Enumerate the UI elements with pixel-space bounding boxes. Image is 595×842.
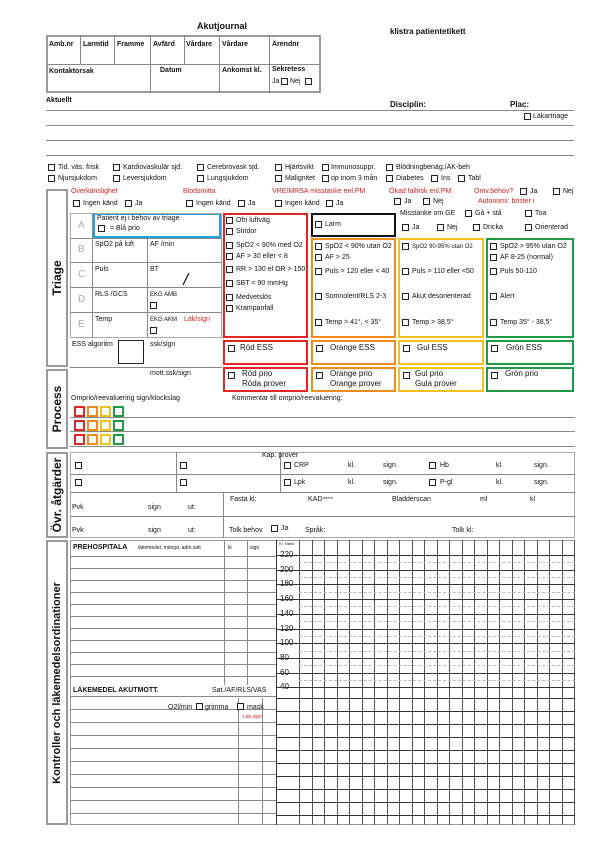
toa-label: Toa [535,210,547,217]
red-af-checkbox[interactable] [226,253,233,260]
green-ess-label: Grön ESS [506,343,543,352]
o2-label: O2l/min [168,704,193,711]
crp-label: CRP [294,462,309,469]
red-prio-label: Röd prio [242,369,273,378]
ins-label: Ins [441,175,451,182]
scale-tick-label: 80 [280,652,289,662]
red-prover-label: Röda prover [242,379,287,388]
akut-desorienterad-label: Akut desorienterad [412,293,471,300]
bladderscan-ml-label: ml [480,496,488,503]
prio-square[interactable] [113,434,124,445]
pvk1-sign-label: sign [148,504,161,511]
vre-ingen-checkbox[interactable] [275,200,282,207]
orienterad-label: Orienterad [535,224,569,231]
grimma-checkbox[interactable] [196,703,203,710]
red-af-label: AF > 30 eller < 8 [236,253,288,260]
orange-prover-label: Orange prover [330,379,382,388]
omv-ja-label: Ja [530,188,538,195]
diabetes-checkbox[interactable] [386,175,393,182]
krampanfall-checkbox[interactable] [226,305,233,312]
ge-ja-label: Ja [412,224,420,231]
medvetslos-label: Medvetslös [236,294,272,301]
sekretess-nej-label: Nej [290,78,301,85]
lakartriage-checkbox[interactable] [524,113,531,120]
prio-square[interactable] [100,420,111,431]
cerebrovask-label: Cerebrovask sjd. [207,164,260,171]
vre-ja-checkbox[interactable] [326,200,333,207]
orange-spo2-label: SpO2 < 90% utan O2 [325,243,392,250]
hb-kl-label: kl. [496,462,503,469]
bladderscan-kl-label: kl [530,496,536,503]
yellow-temp-label: Temp > 38,5° [412,319,454,326]
ga-sta-label: Gå + stå [475,210,502,217]
akut-desorienterad-checkbox[interactable] [402,293,409,300]
immunosuppr-checkbox[interactable] [322,164,329,171]
green-temp-checkbox[interactable] [490,319,497,326]
prio-square[interactable] [100,406,111,417]
letter-b: B [78,244,85,255]
orange-puls-label: Puls > 120 eller < 40 [325,268,390,275]
green-puls-label: Puls 50-110 [500,268,537,275]
bla-prio-label: = Blå prio [110,225,140,232]
yellow-puls-checkbox[interactable] [402,268,409,275]
ekg-amb-checkbox[interactable] [150,302,157,309]
prio-square[interactable] [87,434,98,445]
kommentar-label: Kommentar till omprio/reevaluering: [232,395,343,402]
hb-sign-label: sign. [534,462,549,469]
prio-square[interactable] [113,420,124,431]
op-inom-checkbox[interactable] [322,175,329,182]
bt-label: BT [150,266,159,273]
alert-checkbox[interactable] [490,293,497,300]
ovr-3-checkbox[interactable] [75,479,82,486]
lungsjukdom-label: Lungsjukdom [207,175,249,182]
green-af-label: AF 8-25 (normal) [500,254,553,261]
ess-algoritm-label: ESS algoritm [72,341,113,348]
avfard-label: Avfärd [153,41,175,48]
patient-ej-label: Patient ej i behov av triage [97,215,180,222]
kap-prover-label: Kap. prover [262,452,299,459]
crp-checkbox[interactable] [284,462,291,469]
lak-sign-kontroll-label: Läk.sign [243,714,262,720]
yellow-spo2-label: SpO2 90-95% utan O2 [412,244,473,250]
orienterad-checkbox[interactable] [525,224,532,231]
prehosp-sub-label: läkemedel, mängd, adm.sätt [138,545,201,551]
green-temp-label: Temp 35° - 38,5° [500,319,553,326]
somnolent-checkbox[interactable] [315,293,322,300]
red-sbt-label: SBT < 90 mmHg [236,280,288,287]
overk-ja-checkbox[interactable] [125,200,132,207]
tid-vas-frisk-checkbox[interactable] [48,164,55,171]
prio-square[interactable] [74,420,85,431]
lpk-sign-label: sign. [383,479,398,486]
red-rr-checkbox[interactable] [226,266,233,273]
pgl-kl-label: kl. [496,479,503,486]
puls-label: Puls [95,266,109,273]
bt-slash [180,272,192,286]
sticker-label: klistra patientetikett [390,27,466,36]
omv-nej-label: Nej [563,188,574,195]
blod-ingen-checkbox[interactable] [186,200,193,207]
orange-af-checkbox[interactable] [315,254,322,261]
somnolent-label: Somnolent/RLS 2-3 [325,293,387,300]
leversjukdom-checkbox[interactable] [113,175,120,182]
disciplin-label: Disciplin: [390,100,427,109]
sprak-label: Språk: [305,527,326,534]
pvk2-sign-label: sign [148,527,161,534]
fall-nej-checkbox[interactable] [423,198,430,205]
ofri-luftvag-label: Ofri luftväg [236,217,270,224]
blodningbenag-checkbox[interactable] [386,164,393,171]
fall-ja-label: Ja [404,198,412,205]
pvk2-ut-label: ut: [188,527,196,534]
ankomst-label: Ankomst kl. [222,67,262,74]
letter-e: E [78,319,85,330]
tabl-label: Tabl [468,175,481,182]
red-ess-label: Röd ESS [240,343,273,352]
hb-label: Hb [440,462,449,469]
blod-ja-label: Ja [248,200,256,207]
ge-nej-checkbox[interactable] [437,224,444,231]
stridor-label: Stridor [236,228,257,235]
pgl-sign-label: sign. [534,479,549,486]
ekg-amb-label: EKG AMB [150,292,178,298]
sat-label: Sat./AF/RLS/VAS [212,687,267,694]
mott-ssk-label: mott.ssk/sign [150,370,191,377]
malignitet-label: Malignitet [285,175,315,182]
crp-kl-label: kl. [348,462,355,469]
hjartsvikt-checkbox[interactable] [275,164,282,171]
orange-ess-label: Orange ESS [330,343,375,352]
omv-ja-checkbox[interactable] [520,188,527,195]
prio-square[interactable] [87,406,98,417]
tolk-kl-label: Tolk kl: [452,527,474,534]
prio-square[interactable] [74,434,85,445]
letter-d: D [78,294,86,305]
tolk-ja-checkbox[interactable] [271,525,278,532]
ofri-luftvag-checkbox[interactable] [226,217,233,224]
tolk-ja-label: Ja [281,525,289,532]
lak-sign-label: Läk/sign [184,316,211,323]
spo2-luft-label: SpO2 på luft [95,241,134,248]
red-sbt-checkbox[interactable] [226,280,233,287]
cerebrovask-checkbox[interactable] [197,164,204,171]
ge-nej-label: Nej [447,224,458,231]
letter-c: C [78,269,86,280]
prehosp-sign-label: sign [250,545,260,551]
orange-ess-checkbox[interactable] [316,345,323,352]
kontaktorsak-label: Kontaktorsak [49,68,94,75]
alert-label: Alert [500,293,515,300]
scale-tick-label: 140 [280,608,294,618]
ins-checkbox[interactable] [431,175,438,182]
orange-puls-checkbox[interactable] [315,268,322,275]
process-section-label: Process [46,369,68,449]
arendnr-label: Ärendnr [272,41,300,48]
scale-tick-label: 220 [280,550,294,559]
krampanfall-label: Krampanfall [236,305,274,312]
vardare1-label: Vårdare [186,41,213,48]
lakartriage-label: Läkartriage [533,113,569,120]
hjartsvikt-label: Hjärtsvikt [285,164,314,171]
ess-algoritm-box[interactable] [118,340,144,364]
overkanslighet-label: Överkänslighet [71,188,118,195]
af-min-label: AF /min [150,241,175,248]
green-prio-label: Grön prio [505,369,539,378]
leversjukdom-label: Leversjukdom [123,175,167,182]
aktuellt-label: Aktuellt [46,97,72,104]
orange-prio-checkbox[interactable] [316,372,323,379]
green-prio-checkbox[interactable] [491,372,498,379]
blod-ingen-label: Ingen känd [196,200,231,207]
ovr-4-checkbox[interactable] [180,479,187,486]
orange-temp-checkbox[interactable] [315,319,322,326]
pvk1-ut-label: ut: [188,504,196,511]
orange-spo2-checkbox[interactable] [315,243,322,250]
green-af-checkbox[interactable] [490,254,497,261]
pvk2-label: Pvk [72,527,84,534]
kl-hand-label: Kl: Händ [279,541,295,546]
tabl-checkbox[interactable] [458,175,465,182]
vre-label: VRE/MRSA misstanke enl.PM [272,188,366,195]
temp-label: Temp [95,316,113,323]
dricka-label: Dricka [483,224,503,231]
mask-checkbox[interactable] [237,703,244,710]
misstanke-ge-label: Misstanke om GE [400,210,456,217]
red-ess-checkbox[interactable] [228,345,235,352]
prehosp-kl-label: kl [228,545,232,551]
fall-nej-label: Nej [433,198,444,205]
rls-gcs-label: RLS /GCS [95,291,128,298]
blodningbenag-label: Blödningbenäg./AK-beh [396,164,470,171]
prehosp-label: PREHOSPITALA [73,544,128,551]
letter-a: A [78,220,85,231]
red-spo2-label: SpO2 < 90% med O2 [236,242,303,249]
green-spo2-label: SpO2 > 95% utan O2 [500,243,567,250]
overk-ingen-checkbox[interactable] [73,200,80,207]
prio-square[interactable] [113,406,124,417]
yellow-prio-checkbox[interactable] [403,372,410,379]
datum-label: Datum [160,67,182,74]
crp-sign-label: sign. [383,462,398,469]
scale-tick-label: 180 [280,579,294,589]
blod-ja-checkbox[interactable] [238,200,245,207]
sekretess-nej-checkbox[interactable] [305,78,312,85]
yellow-temp-checkbox[interactable] [402,319,409,326]
plac-label: Plac: [510,100,530,109]
lpk-kl-label: kl. [348,479,355,486]
sekretess-ja-label: Ja [272,78,280,85]
malignitet-checkbox[interactable] [275,175,282,182]
kad-sup-label: ml/ml [323,495,333,500]
amb-nr-label: Amb.nr [49,41,74,48]
prio-square[interactable] [74,406,85,417]
yellow-prover-label: Gula prover [415,379,457,388]
yellow-prio-label: Gul prio [415,369,444,378]
pvk1-label: Pvk [72,504,84,511]
pgl-checkbox[interactable] [429,479,436,486]
yellow-spo2-checkbox[interactable] [402,243,409,250]
ompri-label: Omprio/reevaluering sign/klockslag [71,395,180,402]
mask-label: mask [247,704,264,711]
green-ess-checkbox[interactable] [491,345,498,352]
red-prio-checkbox[interactable] [228,372,235,379]
overk-ingen-label: Ingen känd [83,200,118,207]
green-spo2-checkbox[interactable] [490,243,497,250]
kardiovaskular-checkbox[interactable] [113,164,120,171]
fallrisk-label: Ökad fallrisk enl.PM [389,188,452,195]
immunosuppr-label: Immunosuppr. [331,164,376,171]
ovr-2-checkbox[interactable] [180,462,187,469]
orange-prio-label: Orange prio [330,369,373,378]
larmtid-label: Larmtid [83,41,109,48]
lungsjukdom-checkbox[interactable] [197,175,204,182]
vardare2-label: Vårdare [222,41,249,48]
op-inom-label: op inom 3 mån [331,175,378,182]
grimma-label: grimma [205,704,229,711]
overk-ja-label: Ja [135,200,143,207]
ssk-sign-label: ssk/sign [150,341,176,348]
lpk-label: Lpk [294,479,306,486]
medvetslos-checkbox[interactable] [226,294,233,301]
diabetes-label: Diabetes [396,175,424,182]
omv-nej-checkbox[interactable] [553,188,560,195]
sekretess-label: Sekretess [272,66,306,73]
kad-label: KAD [308,496,323,503]
toa-checkbox[interactable] [525,210,532,217]
sekretess-ja-checkbox[interactable] [281,78,288,85]
dricka-checkbox[interactable] [473,224,480,231]
red-spo2-checkbox[interactable] [226,242,233,249]
bladderscan-label: Bladderscan [392,496,431,503]
ekg-akm-label: EKG AKM [150,317,178,323]
scale-tick-label: 40 [280,682,289,692]
scale-tick-label: 120 [280,623,294,633]
fall-ja-checkbox[interactable] [394,198,401,205]
ovr-atgarder-section-label: Övr. åtgärder [46,452,68,538]
ekg-akm-checkbox[interactable] [150,327,157,334]
scale-tick-label: 100 [280,638,294,648]
larm-label: Larm [325,221,341,228]
framme-label: Framme [117,41,145,48]
lpk-checkbox[interactable] [284,479,291,486]
njursjukdom-label: Njursjukdom [58,175,97,182]
scale-tick-label: 60 [280,667,289,677]
larm-checkbox[interactable] [315,221,322,228]
scale-tick-label: 160 [280,594,294,604]
tolk-label: Tolk behov [229,527,263,534]
prio-square[interactable] [87,420,98,431]
scale-tick-label: 200 [280,564,294,574]
red-rr-label: RR > 130 el OR > 150 [236,266,306,273]
triage-section-label: Triage [46,189,68,367]
orange-temp-label: Temp > 41°, < 35° [325,319,382,326]
page-title: Akutjournal [197,21,248,31]
yellow-ess-checkbox[interactable] [403,345,410,352]
yellow-ess-label: Gul ESS [417,343,448,352]
ovr-1-checkbox[interactable] [75,462,82,469]
yellow-puls-label: Puls > 110 eller <50 [412,268,474,275]
tid-vas-frisk-label: Tid. väs. frisk [58,164,99,171]
blodsmitta-label: Blodsmitta [183,188,216,195]
kardiovaskular-label: Kardiovaskulär sjd. [123,164,183,171]
ga-sta-checkbox[interactable] [465,210,472,217]
lakemedel-label: LÄKEMEDEL AKUTMOTT. [73,687,159,694]
pgl-label: P-gl [440,479,453,486]
ge-ja-checkbox[interactable] [402,224,409,231]
vre-ingen-label: Ingen känd [285,200,320,207]
vre-ja-label: Ja [336,200,344,207]
autonomi-label: Autonomi: brister i [478,198,535,205]
larm-box [311,213,396,237]
kontroller-section-label: Kontroller och läkemedelsordinationer [46,540,68,825]
fasta-label: Fasta kl: [230,496,257,503]
stridor-checkbox[interactable] [226,228,233,235]
omvbehov-label: Omv.behov? [474,188,514,195]
orange-af-label: AF > 25 [325,254,350,261]
njursjukdom-checkbox[interactable] [48,175,55,182]
green-puls-checkbox[interactable] [490,268,497,275]
prio-square[interactable] [100,434,111,445]
hb-checkbox[interactable] [429,462,436,469]
